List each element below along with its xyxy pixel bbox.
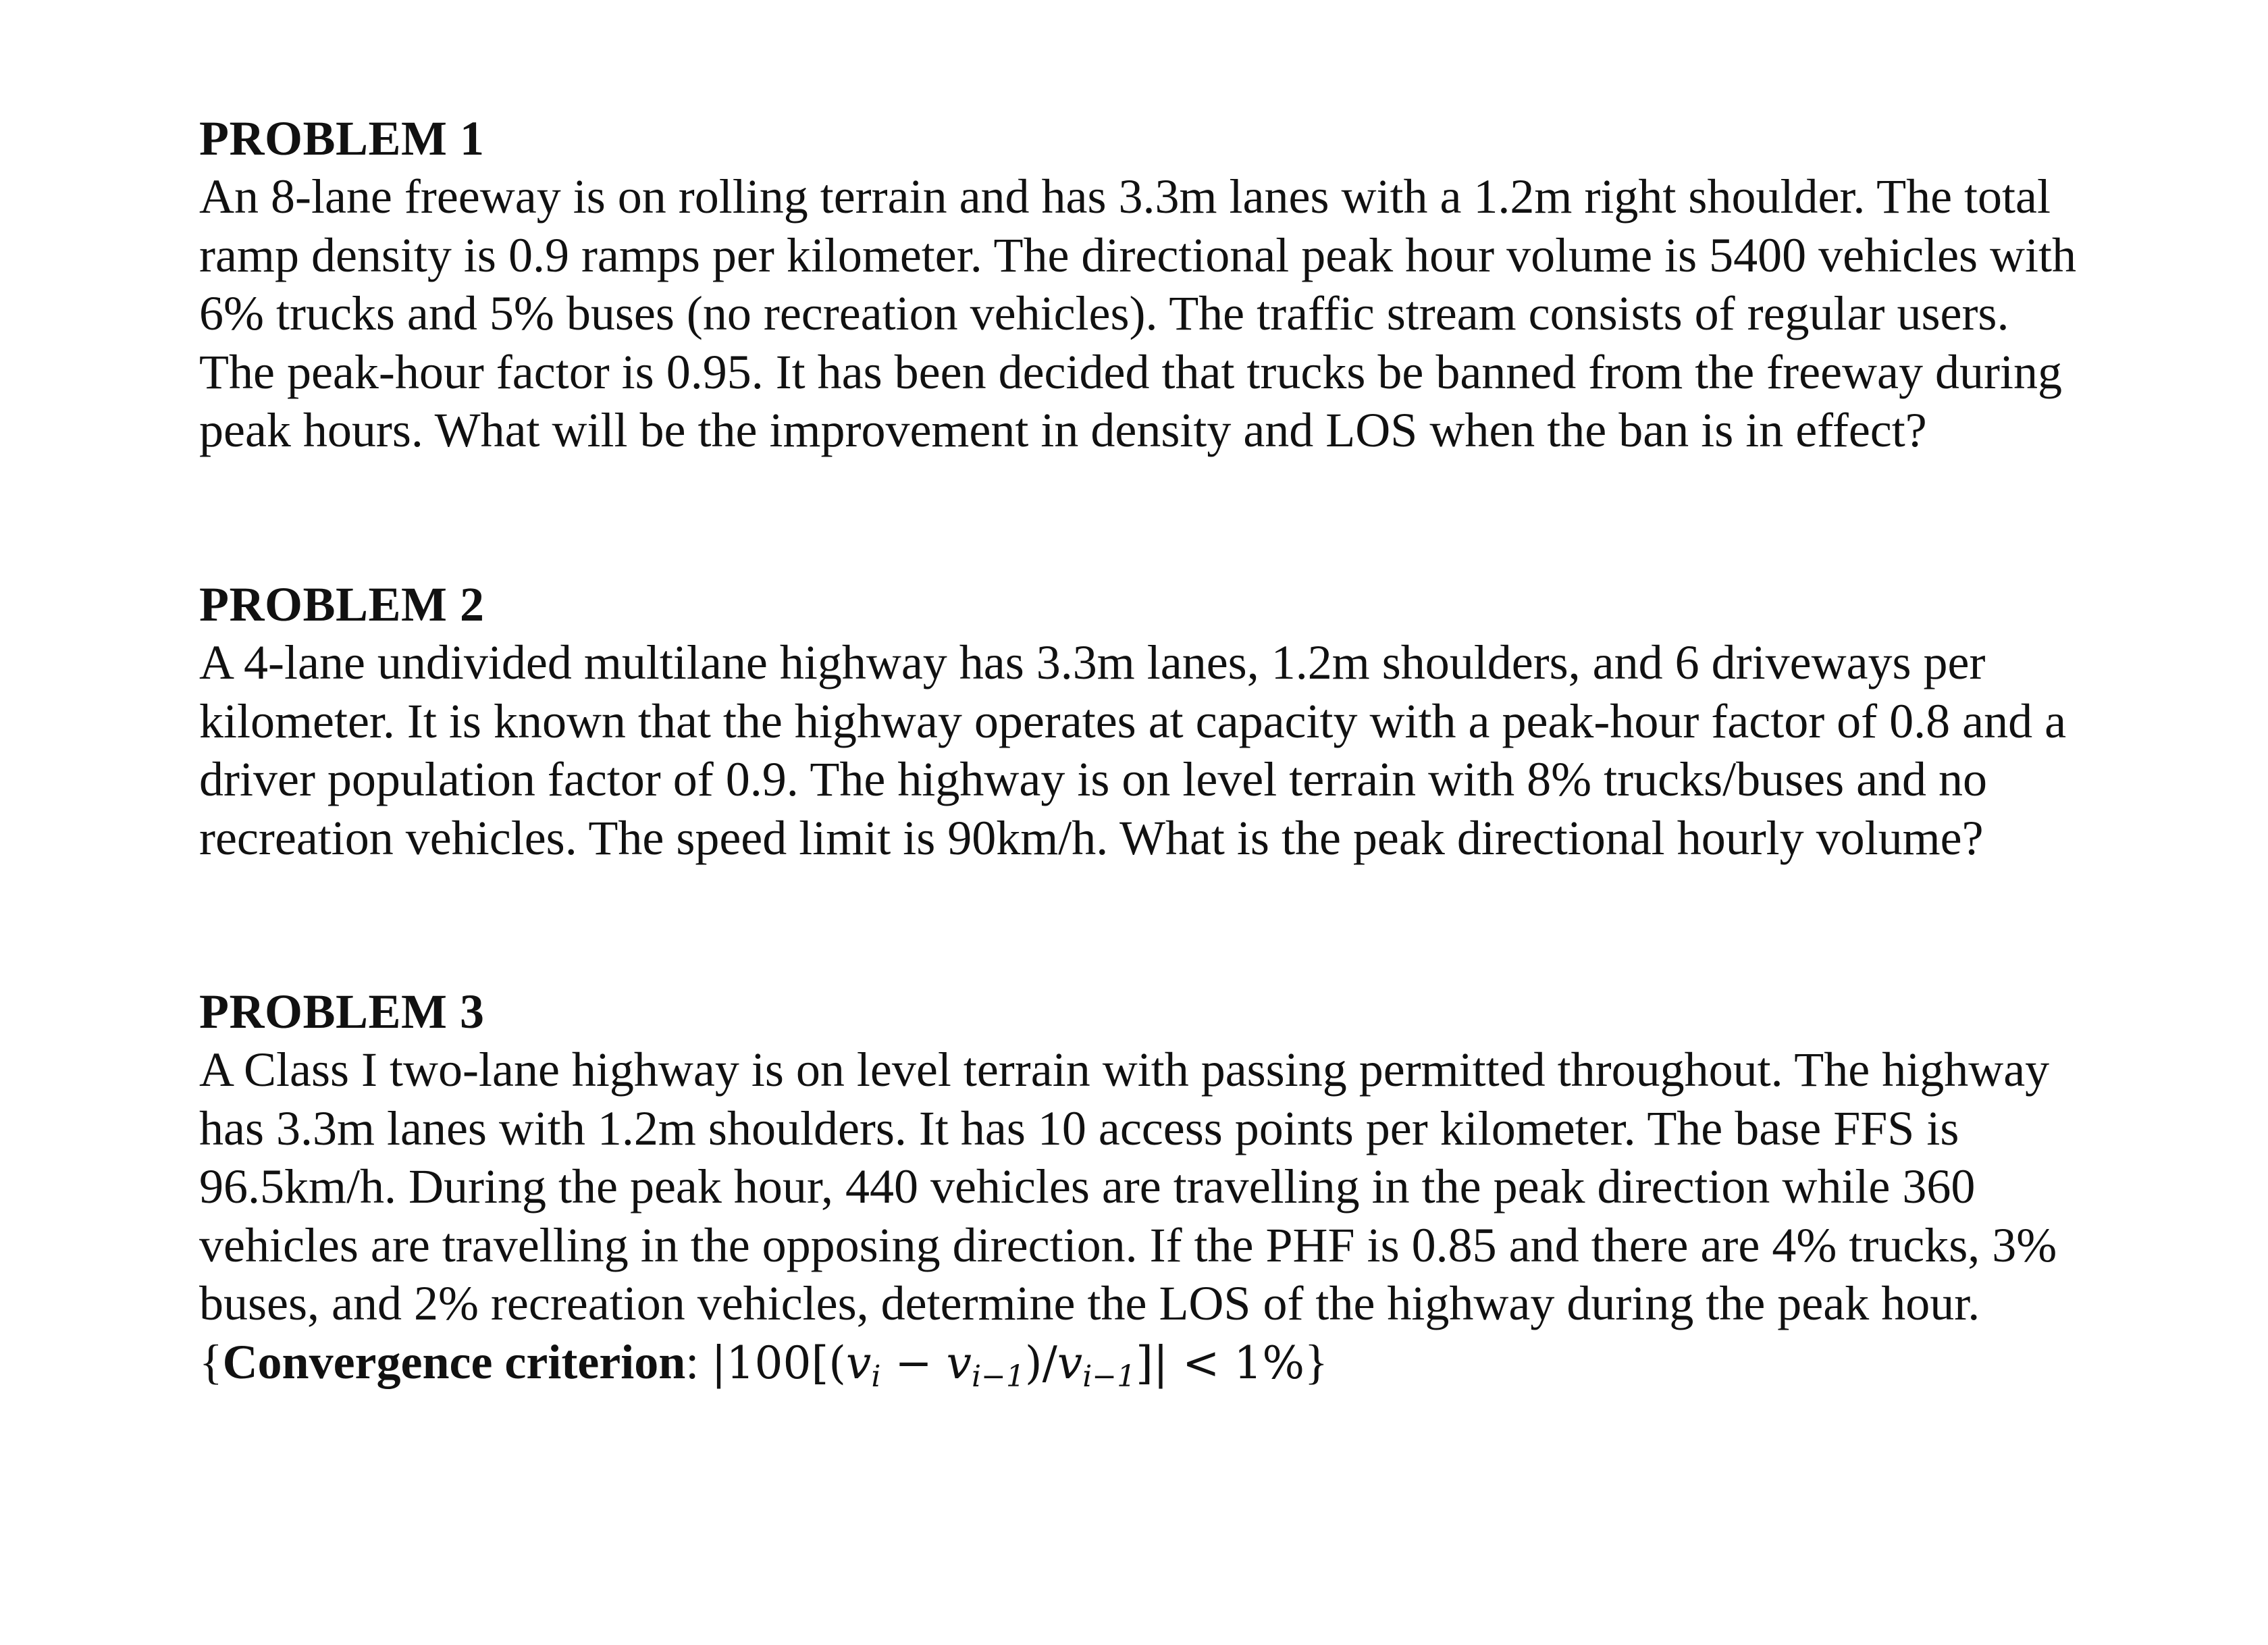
formula-prefix: |100[( xyxy=(711,1336,847,1389)
problem-1-line: An 8-lane freeway is on rolling terrain and has 3.3m lanes with a 1.2m right shoulder. The total xyxy=(199,169,2051,224)
problem-3 xyxy=(199,983,2198,1392)
criterion-colon: : xyxy=(685,1334,700,1389)
problem-2-line: driver population factor of 0.9. The highway is on level terrain with 8% trucks/buses and no xyxy=(199,752,1988,806)
problem-1-line: peak hours. What will be the improvement in density and LOS when the ban is in effect? xyxy=(199,403,1927,457)
criterion-label: Convergence criterion xyxy=(222,1334,686,1389)
problem-1-heading: PROBLEM 1 xyxy=(199,111,485,165)
problem-1-line: The peak-hour factor is 0.95. It has been decided that trucks be banned from the freeway during xyxy=(199,344,2062,399)
formula-minus: − xyxy=(880,1336,947,1389)
formula-var-v: v xyxy=(846,1336,872,1389)
convergence-criterion xyxy=(199,1333,2198,1393)
formula-sub-i-minus-1: i−1 xyxy=(971,1359,1025,1394)
problem-2-line: recreation vehicles. The speed limit is 90km/h. What is the peak directional hourly volume? xyxy=(199,810,1984,865)
problem-1 xyxy=(199,109,2198,460)
problem-1-line: 6% trucks and 5% buses (no recreation vehicles). The traffic stream consists of regular users. xyxy=(199,286,2009,340)
formula-suffix: ]| < 1% xyxy=(1136,1336,1305,1389)
problem-3-line: vehicles are travelling in the opposing direction. If the PHF is 0.85 and there are 4% trucks, 3% xyxy=(199,1218,2057,1272)
problem-2-line: kilometer. It is known that the highway operates at capacity with a peak-hour factor of 0.8 and a xyxy=(199,694,2067,748)
problem-2 xyxy=(199,575,2198,867)
formula-sub-i-minus-1: i−1 xyxy=(1082,1359,1136,1394)
problem-3-line: buses, and 2% recreation vehicles, determine the LOS of the highway during the peak hour. xyxy=(199,1276,1980,1330)
problem-3-line: A Class I two-lane highway is on level terrain with passing permitted throughout. The highway xyxy=(199,1043,2050,1097)
problem-3-line: 96.5km/h. During the peak hour, 440 vehicles are travelling in the peak direction while 360 xyxy=(199,1159,1976,1213)
criterion-formula xyxy=(711,1336,1305,1394)
formula-var-v: v xyxy=(1057,1336,1083,1389)
formula-slash: )/ xyxy=(1024,1336,1057,1389)
problem-3-line: has 3.3m lanes with 1.2m shoulders. It has 10 access points per kilometer. The base FFS is xyxy=(199,1101,1959,1155)
problem-2-line: A 4-lane undivided multilane highway has 3.3m lanes, 1.2m shoulders, and 6 driveways per xyxy=(199,635,1986,689)
criterion-close-brace: } xyxy=(1304,1334,1328,1389)
problem-3-heading: PROBLEM 3 xyxy=(199,985,485,1039)
formula-var-v: v xyxy=(946,1336,972,1389)
problem-1-line: ramp density is 0.9 ramps per kilometer. The directional peak hour volume is 5400 vehicles with xyxy=(199,228,2077,282)
formula-sub-i: i xyxy=(871,1359,881,1394)
criterion-open-brace: { xyxy=(199,1334,223,1389)
problem-2-heading: PROBLEM 2 xyxy=(199,577,485,631)
